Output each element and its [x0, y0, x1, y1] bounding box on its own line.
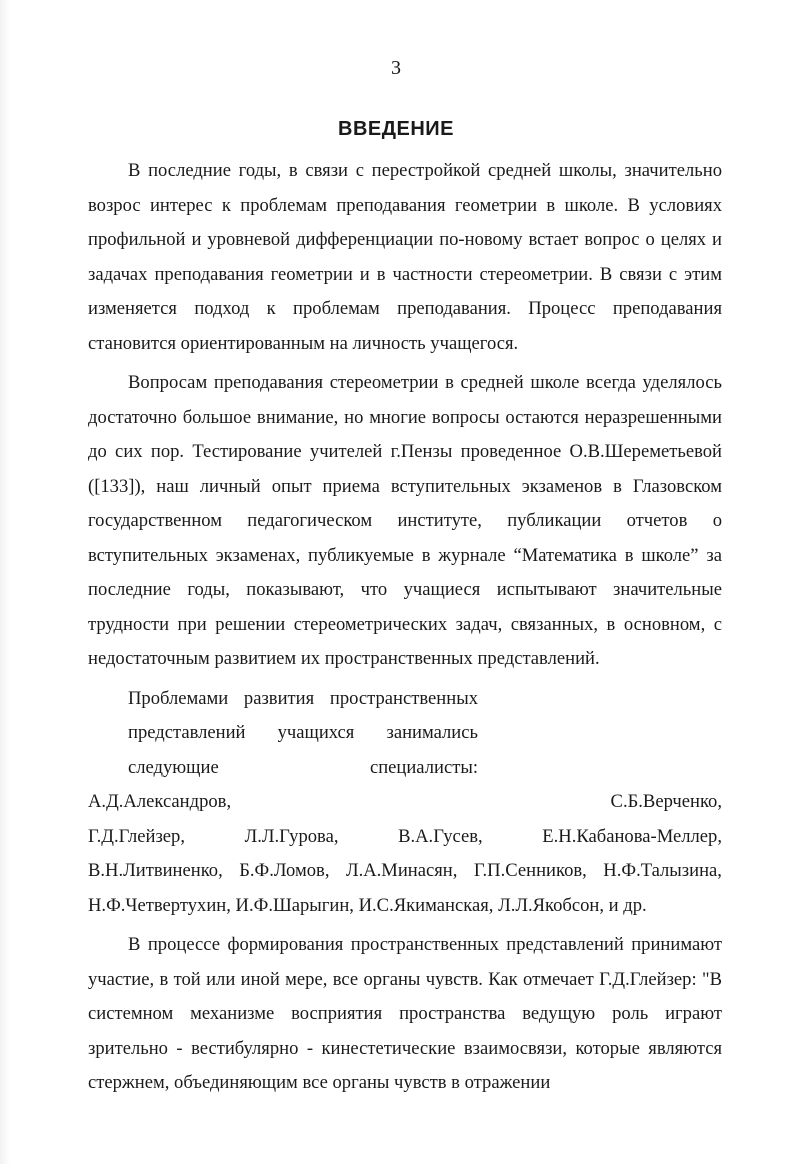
- specialist-name: А.Д.Александров,: [88, 791, 232, 812]
- specialists-intro: Проблемами развития пространственных представлений учащихся занимались следующие специалисты:: [128, 687, 478, 778]
- specialists-line-4: [88, 854, 722, 889]
- body-text: [88, 154, 722, 1101]
- specialist-name: В.Н.Литвиненко,: [88, 860, 223, 881]
- specialists-line-2: [88, 785, 722, 820]
- specialist-name: И.Ф.Шарыгин,: [235, 894, 354, 916]
- specialist-name: В.А.Гусев,: [398, 825, 483, 847]
- specialist-name: Б.Ф.Ломов,: [239, 860, 330, 881]
- section-heading: ВВЕДЕНИЕ: [338, 118, 454, 140]
- specialist-name: Е.Н.Кабанова-Меллер,: [542, 825, 722, 847]
- specialist-name: Н.Ф.Четвертухин,: [88, 894, 231, 916]
- specialists-line-1: [88, 682, 722, 786]
- specialist-name: Л.Л.Гурова,: [244, 825, 339, 847]
- specialist-name: Н.Ф.Талызина,: [603, 860, 722, 881]
- specialist-name: Л.Л.Якобсон,: [498, 894, 604, 916]
- paragraph-4: В процессе формирования пространственных представлений принимают участие, в той или иной мере, все органы чувств. Как отмечает Г.Д.Глейзер: "В системном механизме восприятия пространства ведущую роль играют зрительно - вестибулярно - кинестетические взаимосвязи, которые являются стержнем, объединяющим все органы чувств в отражении: [88, 934, 722, 1093]
- specialist-name: С.Б.Верченко,: [610, 791, 722, 812]
- paragraph-2: Вопросам преподавания стереометрии в средней школе всегда уделялось достаточно большое внимание, но многие вопросы остаются неразрешенными до сих пор. Тестирование учителей г.Пензы проведенное О.В.Шереметьевой ([133]), наш личный опыт приема вступительных экзаменов в Глазовском государственном педагогическом институте, публикации отчетов о вступительных экзаменах, публикуемые в журнале “Математика в школе” за последние годы, показывают, что учащиеся испытывают значительные трудности при решении стереометрических задач, связанных, в основном, с недостаточным развитием их пространственных представлений.: [88, 372, 722, 669]
- paragraph-3-specialists: [88, 682, 722, 924]
- specialists-etc: и др.: [608, 894, 647, 916]
- specialists-line-3: [88, 820, 722, 855]
- specialists-line-5: [88, 889, 722, 924]
- specialist-name: И.С.Якиманская,: [358, 894, 494, 916]
- scan-edge-shadow: [0, 0, 10, 1164]
- specialist-name: Г.П.Сенников,: [473, 860, 587, 881]
- page-number: 3: [391, 57, 401, 79]
- paragraph-1: В последние годы, в связи с перестройкой средней школы, значительно возрос интерес к проблемам преподавания геометрии в школе. В условиях профильной и уровневой дифференциации по-новому встает вопрос о целях и задачах преподавания геометрии и в частности стереометрии. В связи с этим изменяется подход к проблемам преподавания. Процесс преподавания становится ориентированным на личность учащегося.: [88, 160, 722, 354]
- specialist-name: Г.Д.Глейзер,: [88, 825, 186, 847]
- specialist-name: Л.А.Минасян,: [345, 860, 458, 881]
